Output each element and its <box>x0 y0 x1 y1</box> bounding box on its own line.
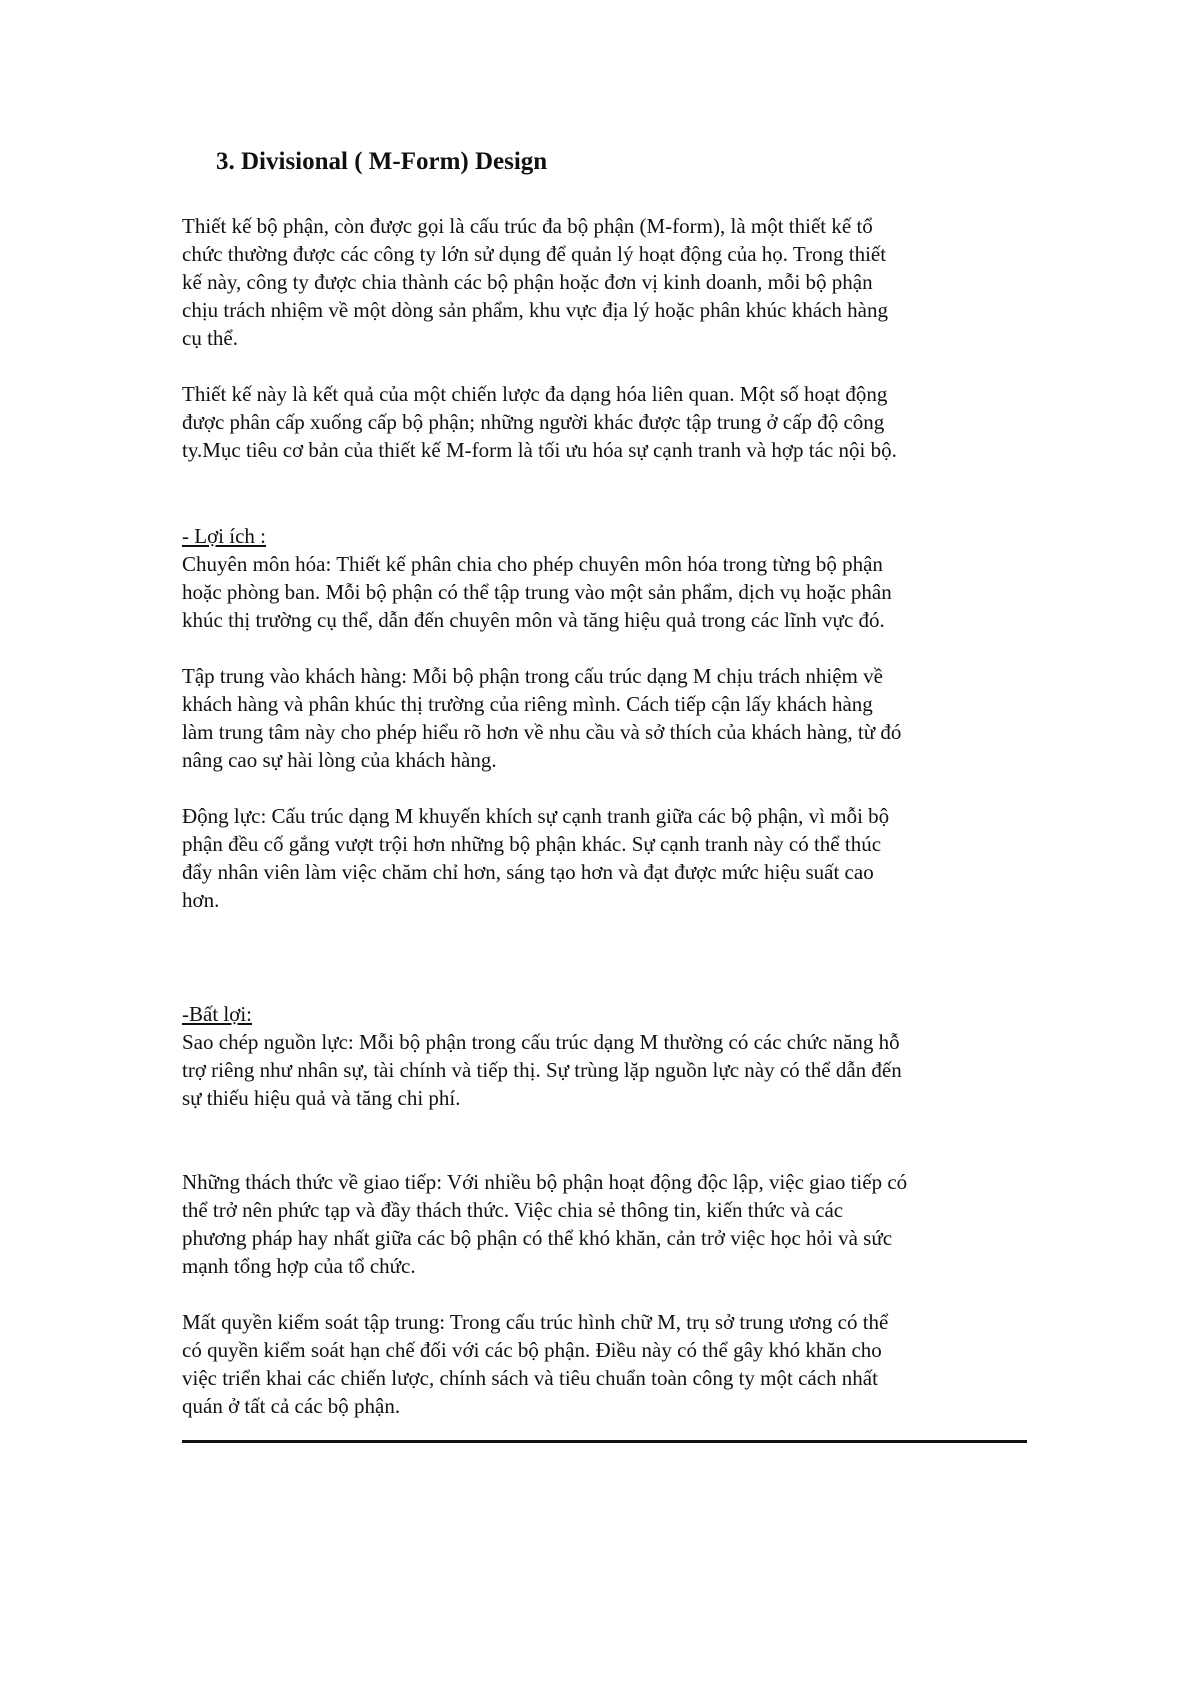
drawback-paragraph: Sao chép nguồn lực: Mỗi bộ phận trong cấu trúc dạng M thường có các chức năng hỗ trợ riêng như nhân sự, tài chính và tiếp thị. Sự trùng lặp nguồn lực này có thể dẫn đến sự thiếu hiệu quả và tăng chi phí. <box>182 1030 902 1110</box>
intro-paragraph: Thiết kế này là kết quả của một chiến lược đa dạng hóa liên quan. Một số hoạt động được phân cấp xuống cấp bộ phận; những người khác được tập trung ở cấp độ công ty.Mục tiêu cơ bản của thiết kế M-form là tối ưu hóa sự cạnh tranh và hợp tác nội bộ. <box>182 382 897 462</box>
drawbacks-label: -Bất lợi: <box>182 1002 253 1026</box>
benefit-paragraph: Tập trung vào khách hàng: Mỗi bộ phận trong cấu trúc dạng M chịu trách nhiệm về khách hàng và phân khúc thị trường của riêng mình. Cách tiếp cận lấy khách hàng làm trung tâm này cho phép hiểu rõ hơn về nhu cầu và sở thích của khách hàng, từ đó nâng cao sự hài lòng của khách hàng. <box>182 664 902 772</box>
section-heading: 3. Divisional ( M-Form) Design <box>216 148 548 175</box>
benefits-label: - Lợi ích : <box>182 524 266 548</box>
benefit-paragraph: Động lực: Cấu trúc dạng M khuyến khích sự cạnh tranh giữa các bộ phận, vì mỗi bộ phận đều cố gắng vượt trội hơn những bộ phận khác. Sự cạnh tranh này có thể thúc đẩy nhân viên làm việc chăm chỉ hơn, sáng tạo hơn và đạt được mức hiệu suất cao hơn. <box>182 804 890 912</box>
benefit-paragraph: Chuyên môn hóa: Thiết kế phân chia cho phép chuyên môn hóa trong từng bộ phận hoặc phòng ban. Mỗi bộ phận có thể tập trung vào một sản phẩm, dịch vụ hoặc phân khúc thị trường cụ thể, dẫn đến chuyên môn và tăng hiệu quả trong các lĩnh vực đó. <box>182 552 892 632</box>
drawback-paragraph: Mất quyền kiểm soát tập trung: Trong cấu trúc hình chữ M, trụ sở trung ương có thể có quyền kiểm soát hạn chế đối với các bộ phận. Điều này có thể gây khó khăn cho việc triển khai các chiến lược, chính sách và tiêu chuẩn toàn công ty một cách nhất quán ở tất cả các bộ phận. <box>182 1310 889 1418</box>
drawback-paragraph: Những thách thức về giao tiếp: Với nhiều bộ phận hoạt động độc lập, việc giao tiếp có thể trở nên phức tạp và đầy thách thức. Việc chia sẻ thông tin, kiến thức và các phương pháp hay nhất giữa các bộ phận có thể khó khăn, cản trở việc học hỏi và sức mạnh tổng hợp của tổ chức. <box>182 1170 908 1278</box>
horizontal-rule <box>182 1440 1027 1443</box>
intro-paragraph: Thiết kế bộ phận, còn được gọi là cấu trúc đa bộ phận (M-form), là một thiết kế tổ chức thường được các công ty lớn sử dụng để quản lý hoạt động của họ. Trong thiết kế này, công ty được chia thành các bộ phận hoặc đơn vị kinh doanh, mỗi bộ phận chịu trách nhiệm về một dòng sản phẩm, khu vực địa lý hoặc phân khúc khách hàng cụ thể. <box>182 214 888 350</box>
